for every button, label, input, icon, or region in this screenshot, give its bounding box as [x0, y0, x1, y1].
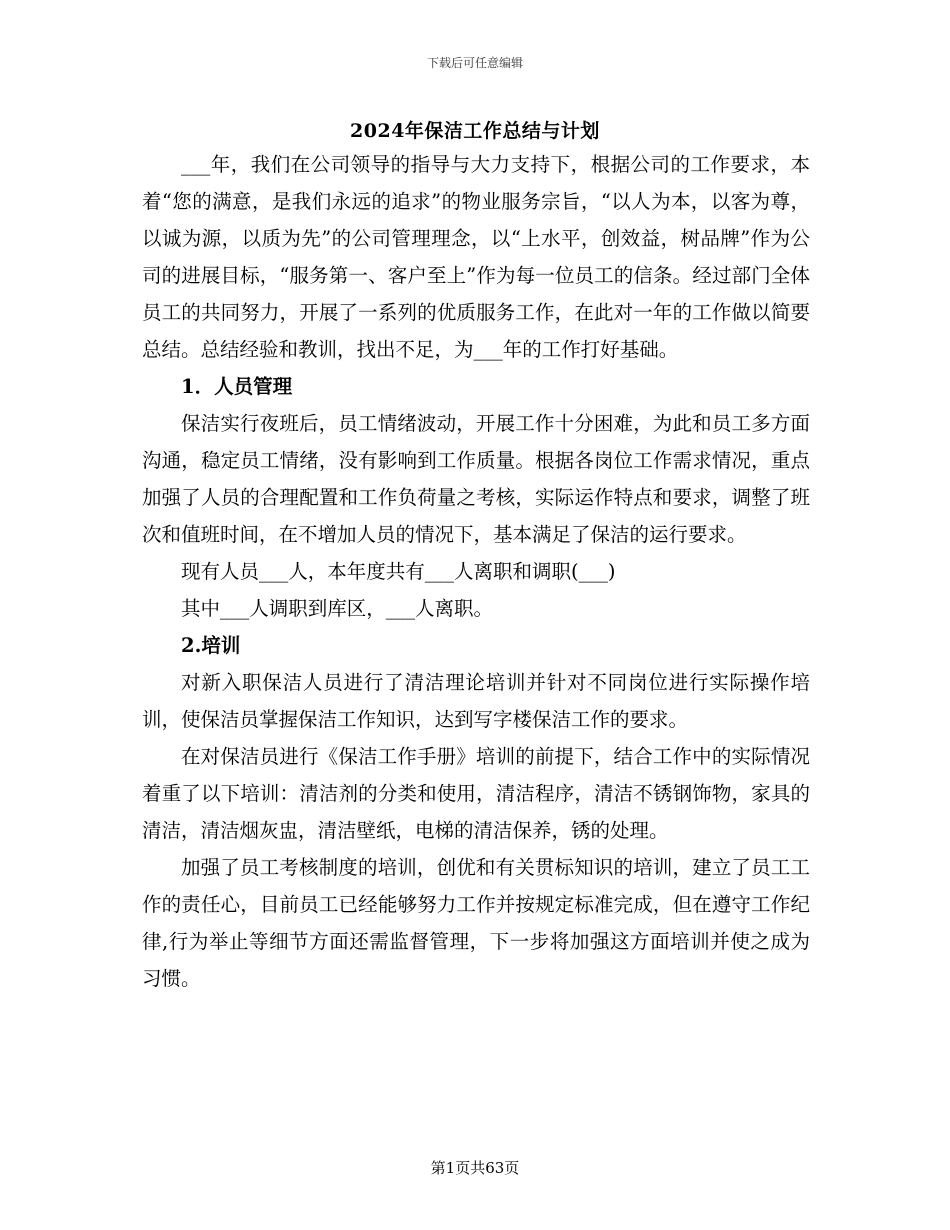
paragraph-personnel: 保洁实行夜班后，员工情绪波动，开展工作十分困难，为此和员工多方面沟通，稳定员工情绪，没有影响到工作质量。根据各岗位工作需求情况，重点加强了人员的合理配置和工作负荷量之考核，实际运作特点和要求，调整了班次和值班时间，在不增加人员的情况下，基本满足了保洁的运行要求。: [142, 412, 810, 546]
paragraph-training-assessment: 加强了员工考核制度的培训，创优和有关贯标知识的培训，建立了员工工作的责任心，目前员工已经能够努力工作并按规定标准完成，但在遵守工作纪律,行为举止等细节方面还需监督管理，下一步将加强这方面培训并使之成为习惯。: [142, 856, 810, 990]
section-heading-personnel: 1．人员管理: [181, 375, 293, 398]
document-title: 2024年保洁工作总结与计划: [350, 120, 600, 142]
document-body: [142, 146, 810, 997]
paragraph-training-manual: 在对保洁员进行《保洁工作手册》培训的前提下，结合工作中的实际情况着重了以下培训：清洁剂的分类和使用，清洁程序，清洁不锈钢饰物，家具的清洁，清洁烟灰盅，清洁壁纸，电梯的清洁保养，锈的处理。: [142, 745, 810, 842]
paragraph-staff-transfer: 其中___人调职到库区，___人离职。: [181, 597, 494, 620]
paragraph-intro: ___年，我们在公司领导的指导与大力支持下，根据公司的工作要求，本着“您的满意，是我们永远的追求”的物业服务宗旨，“以人为本，以客为尊，以诚为源，以质为先”的公司管理理念，以“上水平，创效益，树品牌”作为公司的进展目标，“服务第一、客户至上”作为每一位员工的信条。经过部门全体员工的共同努力，开展了一系列的优质服务工作，在此对一年的工作做以简要总结。总结经验和教训，找出不足，为___年的工作打好基础。: [142, 153, 810, 361]
paragraph-training-new: 对新入职保洁人员进行了清洁理论培训并针对不同岗位进行实际操作培训，使保洁员掌握保洁工作知识，达到写字楼保洁工作的要求。: [142, 671, 810, 731]
page-footer: 第1页共63页: [430, 1159, 520, 1177]
header-note: 下载后可任意编辑: [426, 56, 523, 70]
paragraph-staff-count: 现有人员___人，本年度共有___人离职和调职(___): [181, 560, 616, 583]
section-heading-training: 2.培训: [181, 634, 241, 657]
